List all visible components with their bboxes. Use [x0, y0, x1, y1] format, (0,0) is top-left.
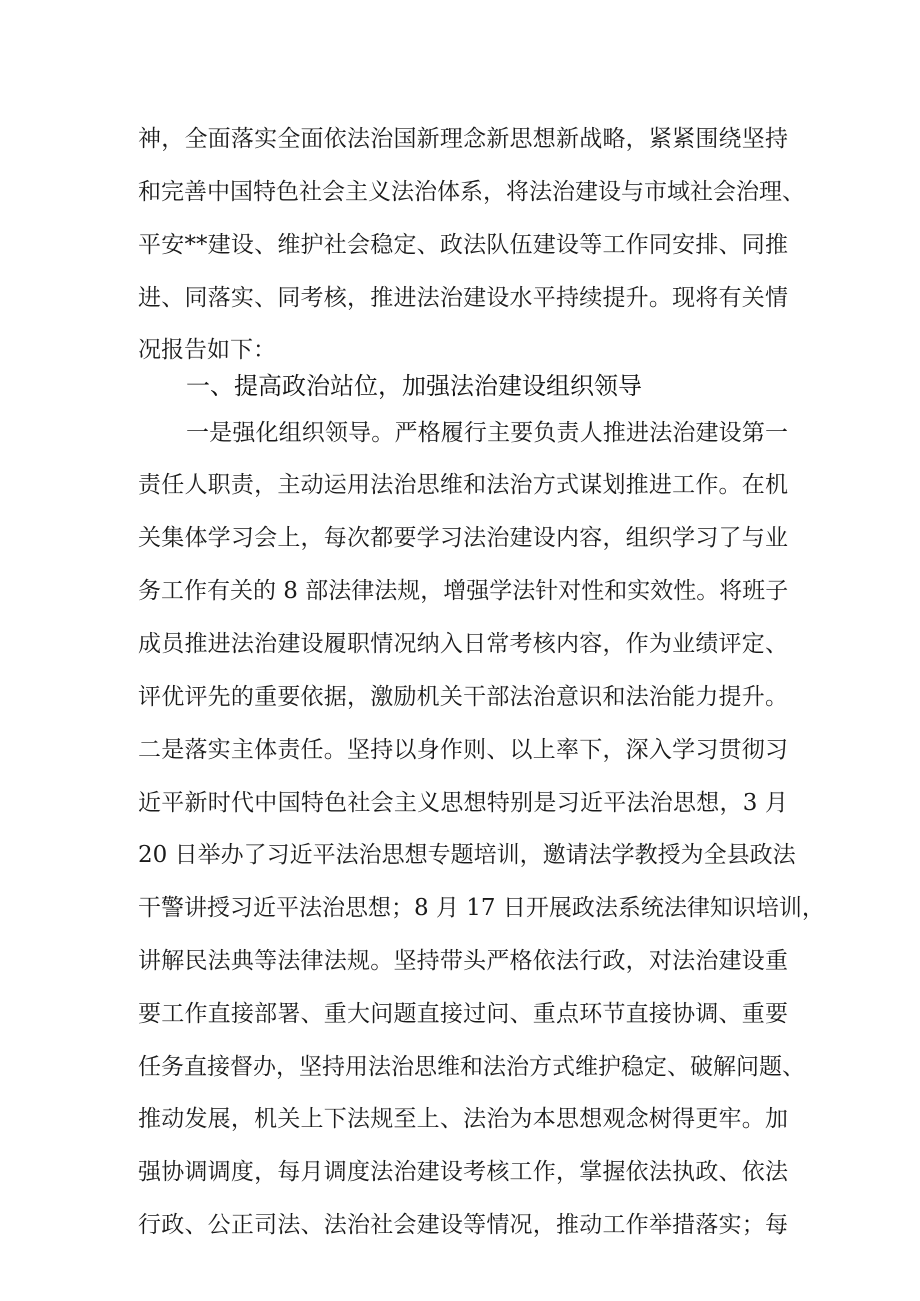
- intro-line-1: 神，全面落实全面依法治国新理念新思想新战略，紧紧围绕坚持: [138, 126, 788, 152]
- body-line-12: 要工作直接部署、重大问题直接过问、重点环节直接协调、重要: [138, 1001, 788, 1027]
- body-line-9: 20 日举办了习近平法治思想专题培训，邀请法学教授为全县政法: [138, 842, 796, 868]
- body-line-13: 任务直接督办，坚持用法治思维和法治方式维护稳定、破解问题、: [138, 1054, 805, 1080]
- body-line-10: 干警讲授习近平法治思想；8 月 17 日开展政法系统法律知识培训，: [138, 895, 825, 921]
- body-line-6: 评优评先的重要依据，激励机关干部法治意识和法治能力提升。: [138, 684, 788, 710]
- body-line-1: 一是强化组织领导。严格履行主要负责人推进法治建设第一: [186, 420, 788, 446]
- body-line-16: 行政、公正司法、法治社会建设等情况，推动工作举措落实；每: [138, 1212, 788, 1238]
- intro-line-2: 和完善中国特色社会主义法治体系，将法治建设与市域社会治理、: [138, 179, 805, 205]
- body-line-4: 务工作有关的 8 部法律法规，增强学法针对性和实效性。将班子: [138, 578, 789, 604]
- body-line-3: 关集体学习会上，每次都要学习法治建设内容，组织学习了与业: [138, 525, 788, 551]
- body-line-7: 二是落实主体责任。坚持以身作则、以上率下，深入学习贯彻习: [138, 737, 788, 763]
- intro-line-4: 进、同落实、同考核，推进法治建设水平持续提升。现将有关情: [138, 285, 788, 311]
- body-line-15: 强协调调度，每月调度法治建设考核工作，掌握依法执政、依法: [138, 1159, 788, 1185]
- body-line-5: 成员推进法治建设履职情况纳入日常考核内容，作为业绩评定、: [138, 631, 788, 657]
- section-heading: 一、提高政治站位，加强法治建设组织领导: [186, 372, 642, 400]
- body-line-2: 责任人职责，主动运用法治思维和法治方式谋划推进工作。在机: [138, 472, 788, 498]
- body-line-11: 讲解民法典等法律法规。坚持带头严格依法行政，对法治建设重: [138, 948, 788, 974]
- body-line-8: 近平新时代中国特色社会主义思想特别是习近平法治思想，3 月: [138, 790, 788, 816]
- body-line-14: 推动发展，机关上下法规至上、法治为本思想观念树得更牢。加: [138, 1106, 788, 1132]
- intro-line-3: 平安**建设、维护社会稳定、政法队伍建设等工作同安排、同推: [138, 232, 788, 258]
- intro-line-5: 况报告如下：: [138, 337, 276, 363]
